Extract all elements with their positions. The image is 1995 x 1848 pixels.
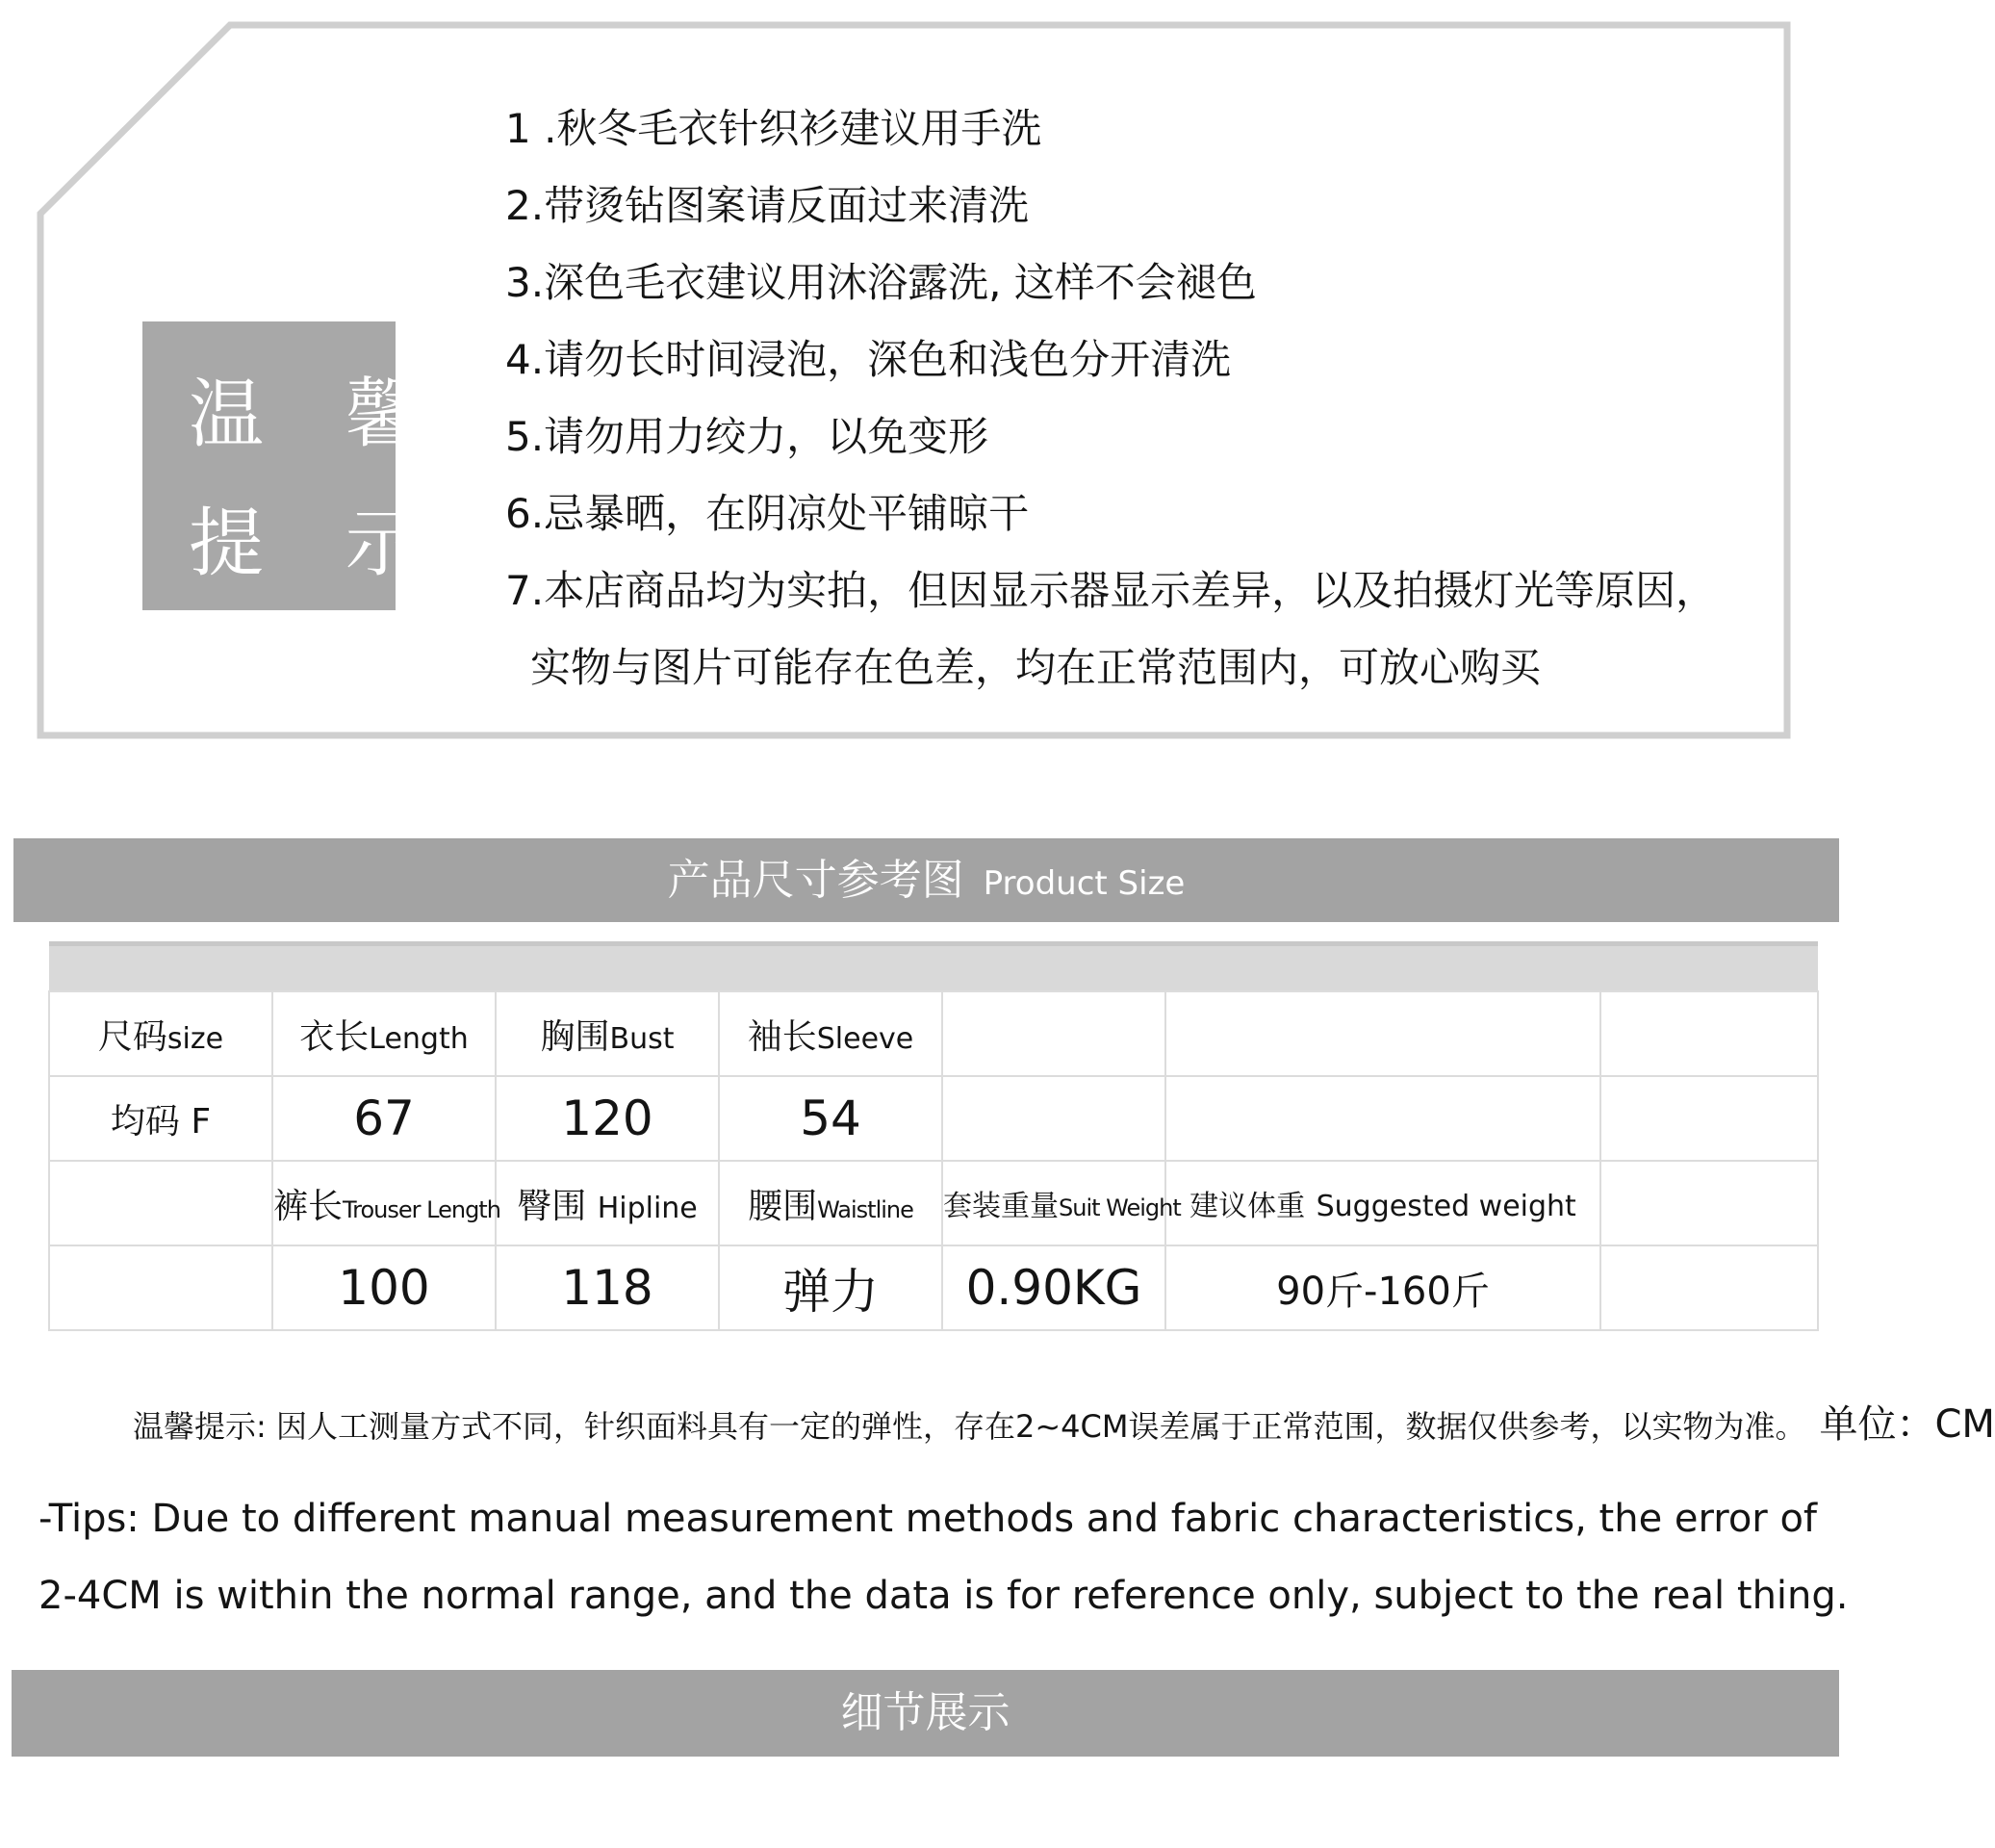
suggested-weight-label-cn: 建议体重 [1189,1190,1306,1223]
tip-item: 5.请勿用力绞力，以免变形 [505,413,989,460]
size-label-cell [49,991,272,1076]
hip-label-en: Hipline [597,1191,698,1225]
waist-label-cn: 腰围 [748,1186,818,1226]
tip-item: 1 .秋冬毛衣针织衫建议用手洗 [505,105,1042,152]
trouser-label-en: Trouser Length [343,1195,500,1223]
sleeve-label-en: Sleeve [816,1021,914,1056]
tips-list [505,90,1716,706]
waist-value-cell: 弹力 [719,1245,942,1330]
empty-cell [1600,1245,1818,1330]
care-tips-panel [37,21,1791,739]
table-row [49,991,1818,1076]
suggested-weight-label-cell [1165,1161,1600,1245]
suit-weight-label-en: Suit Weight [1059,1194,1181,1221]
measurement-note-en-line-1: -Tips: Due to different manual measurement methods and fabric characteristics, the error of [38,1497,1818,1541]
tips-badge-line-1: 温 馨 [189,372,449,458]
length-value-cell: 67 [272,1076,496,1161]
empty-cell [1600,1076,1818,1161]
bust-value-cell: 120 [496,1076,719,1161]
table-row [49,1161,1818,1245]
bust-label-en: Bust [609,1021,675,1056]
measurement-note-cn [133,1394,1995,1449]
unit-label: 单位：CM [1819,1402,1995,1447]
size-value-cell: 均码 F [49,1076,272,1161]
size-label-en: size [166,1021,224,1056]
trouser-label-cn: 裤长 [273,1186,344,1226]
empty-cell [49,1161,272,1245]
suit-weight-label-cell [942,1161,1181,1245]
empty-cell [49,1245,272,1330]
sleeve-label-cell [719,991,942,1076]
suit-weight-label-cn: 套装重量 [943,1190,1059,1223]
tips-badge [142,321,449,610]
tip-item: 2.带烫钻图案请反面过来清洗 [505,182,1030,229]
table-row [49,1076,1818,1161]
length-label-cell [272,991,496,1076]
tip-item: 3.深色毛衣建议用沐浴露洗, 这样不会褪色 [505,259,1257,306]
suggested-weight-value-cell: 90斤-160斤 [1165,1245,1600,1330]
suggested-weight-label-en: Suggested weight [1316,1190,1576,1223]
sleeve-value-cell: 54 [719,1076,942,1161]
tip-item: 4.请勿长时间浸泡，深色和浅色分开清洗 [505,336,1232,383]
suit-weight-value-cell: 0.90KG [942,1245,1165,1330]
trouser-value-cell: 100 [272,1245,496,1330]
product-size-banner [13,838,1839,922]
hip-value-cell: 118 [496,1245,719,1330]
length-label-en: Length [369,1021,469,1056]
empty-cell [1165,991,1600,1076]
empty-cell [1600,1161,1818,1245]
tip-item-continuation: 实物与图片可能存在色差，均在正常范围内，可放心购买 [530,644,1542,691]
hip-label-cell [496,1161,719,1245]
tip-item: 7.本店商品均为实拍，但因显示器显示差异，以及拍摄灯光等原因， [505,567,1717,614]
tips-badge-line-2: 提 示 [189,500,449,587]
measurement-note-en [38,1480,1849,1634]
waist-label-cell [719,1161,942,1245]
product-size-title-en: Product Size [983,864,1186,903]
table-header-strip [49,944,1818,992]
table-row [49,1245,1818,1330]
empty-cell [1165,1076,1600,1161]
hip-label-cn: 臀围 [517,1186,587,1226]
measurement-note-text: 温馨提示: 因人工测量方式不同，针织面料具有一定的弹性，存在2~4CM误差属于正常范围，数据仅供参考，以实物为准。 [133,1408,1806,1445]
bust-label-cell [496,991,719,1076]
measurement-note-en-line-2: 2-4CM is within the normal range, and the data is for reference only, subject to the real thing. [38,1574,1849,1618]
detail-title: 细节展示 [840,1688,1010,1737]
size-label-cn: 尺码 [97,1016,167,1057]
trouser-label-cell [272,1161,500,1245]
length-label-cn: 衣长 [299,1016,370,1057]
empty-cell [942,1076,1165,1161]
tip-item: 6.忌暴晒，在阴凉处平铺晾干 [505,490,1030,537]
product-size-title-cn: 产品尺寸参考图 [667,856,964,905]
empty-cell [1600,991,1818,1076]
detail-banner [12,1670,1839,1757]
bust-label-cn: 胸围 [540,1016,610,1057]
waist-label-en: Waistline [817,1195,913,1223]
sleeve-label-cn: 袖长 [747,1016,817,1057]
size-table [48,941,1819,1331]
empty-cell [942,991,1165,1076]
